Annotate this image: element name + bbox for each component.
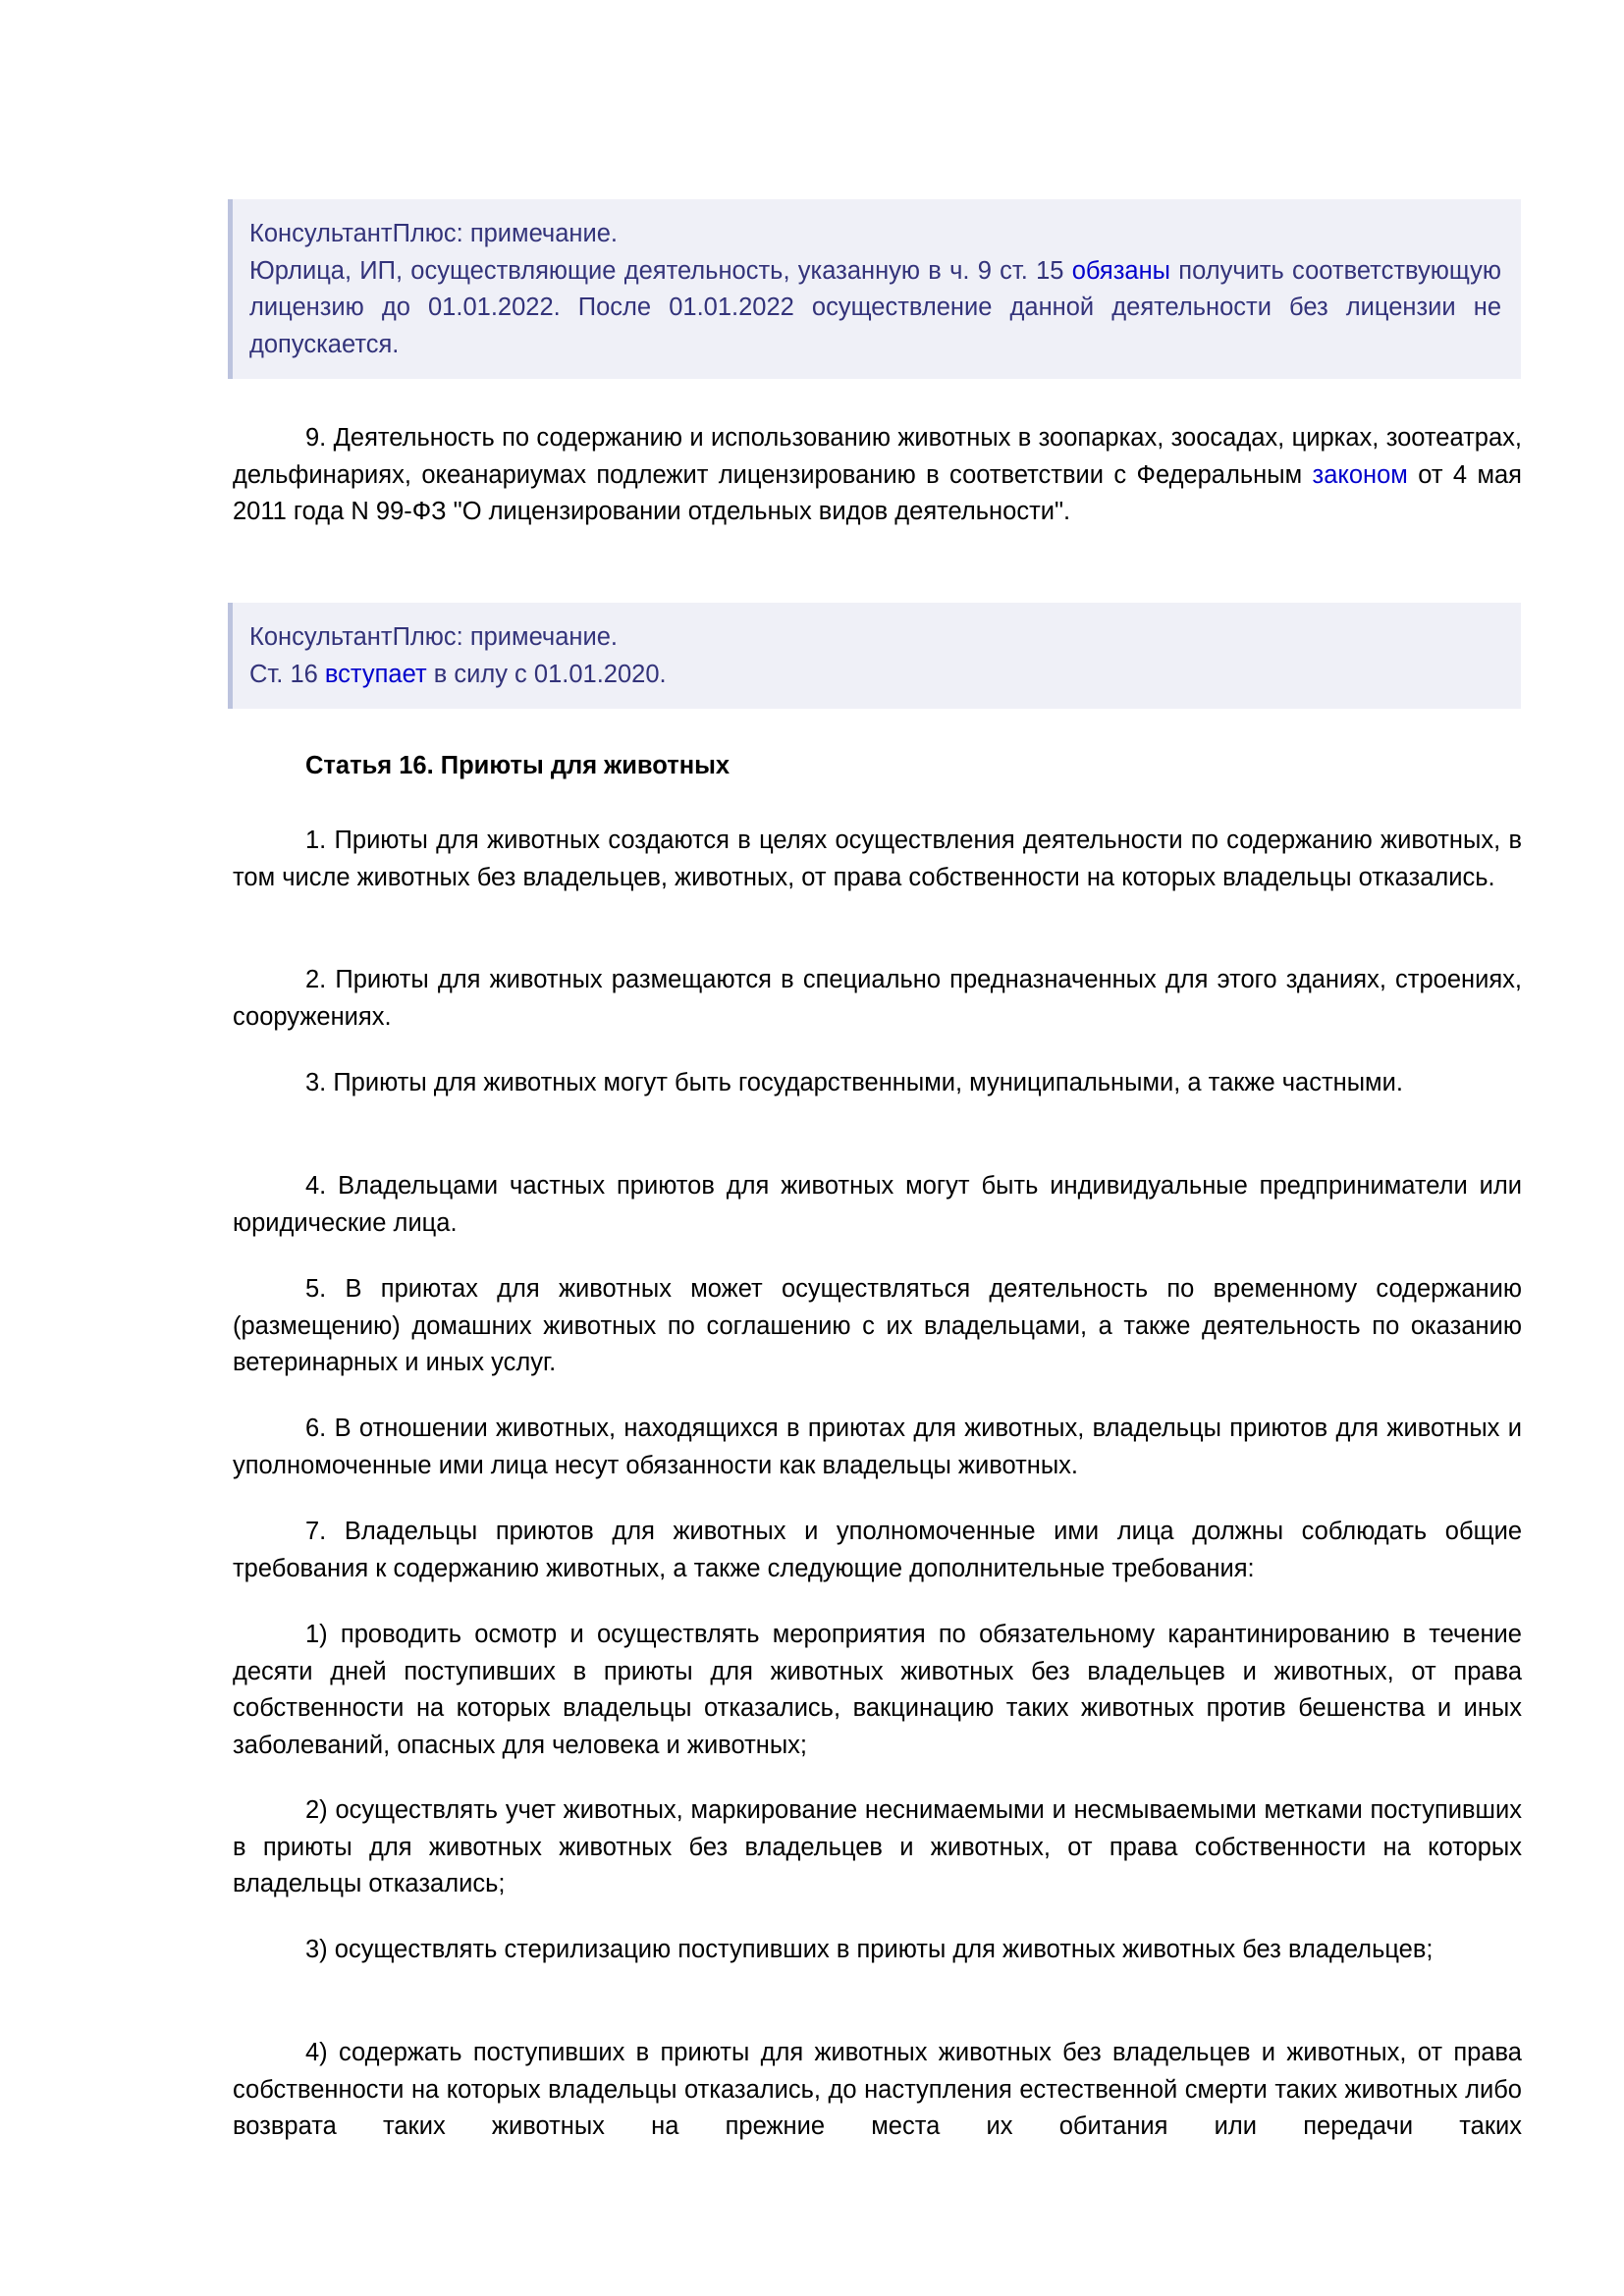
consultant-note-2 [228, 603, 1521, 709]
note-1-title: КонсультантПлюс: примечание. [249, 220, 618, 247]
article-paragraph-3: 3. Приюты для животных могут быть государственными, муниципальными, а также частными. [305, 1069, 1403, 1096]
note-2-link-vstupaet[interactable]: вступает [324, 660, 427, 688]
article-paragraph-5: 5. В приютах для животных может осуществляться деятельность по временному содержанию (размещению) домашних животных по соглашению с их владельцами, а также деятельность по оказанию ветеринарных и иных услуг. [233, 1275, 1522, 1376]
para-9-link-zakonom[interactable]: законом [1312, 460, 1408, 489]
para-9-text-before: 9. Деятельность по содержанию и использованию животных в зоопарках, зоосадах, цирках, зоотеатрах, дельфинариях, океанариумах подлежит лицензированию в соответствии с Федеральным [233, 424, 1522, 489]
requirement-item-3: 3) осуществлять стерилизацию поступивших в приюты для животных животных без владельцев; [305, 1936, 1434, 1963]
note-2-text-before: Ст. 16 [249, 660, 325, 688]
note-1-body [249, 253, 1501, 364]
requirement-item-1: 1) проводить осмотр и осуществлять мероприятия по обязательному карантинированию в течение десяти дней поступивших в приюты для животных животных без владельцев и животных, от права собственности на которых владельцы отказались, вакцинацию таких животных против бешенства и иных заболеваний, опасных для человека и животных; [233, 1621, 1522, 1759]
article-paragraph-7: 7. Владельцы приютов для животных и уполномоченные ими лица должны соблюдать общие требования к содержанию животных, а также следующие дополнительные требования: [233, 1518, 1522, 1582]
note-1-link-obyazany[interactable]: обязаны [1071, 256, 1171, 285]
consultant-note-1 [228, 199, 1521, 379]
article-paragraph-2: 2. Приюты для животных размещаются в специально предназначенных для этого зданиях, строениях, сооружениях. [233, 966, 1522, 1031]
article-16-heading: Статья 16. Приюты для животных [305, 752, 731, 779]
paragraph-9 [233, 420, 1522, 531]
article-paragraph-1: 1. Приюты для животных создаются в целях осуществления деятельности по содержанию животных, в том числе животных без владельцев, животных, от права собственности на которых владельцы отказались. [233, 827, 1522, 891]
requirement-item-2: 2) осуществлять учет животных, маркирование неснимаемыми и несмываемыми метками поступивших в приюты для животных животных без владельцев и животных, от права собственности на которых владельцы отказались; [233, 1796, 1522, 1897]
para-9-text-after: от 4 мая 2011 года N 99-ФЗ "О лицензировании отдельных видов деятельности". [233, 460, 1522, 525]
note-2-title: КонсультантПлюс: примечание. [249, 623, 618, 651]
note-2-text-after: в силу с 01.01.2020. [426, 660, 667, 688]
note-2-body [249, 657, 1501, 694]
note-1-text-after: получить соответствующую лицензию до 01.01.2022. После 01.01.2022 осуществление данной деятельности без лицензии не допускается. [249, 256, 1501, 358]
requirement-item-4: 4) содержать поступивших в приюты для животных животных без владельцев и животных, от права собственности на которых владельцы отказались, до наступления естественной смерти таких животных либо возврата таких животных на прежние места их обитания или передачи таких [233, 2039, 1522, 2140]
note-1-text-before: Юрлица, ИП, осуществляющие деятельность, указанную в ч. 9 ст. 15 [249, 256, 1072, 285]
article-paragraph-6: 6. В отношении животных, находящихся в приютах для животных, владельцы приютов для животных и уполномоченные ими лица несут обязанности как владельцы животных. [233, 1415, 1522, 1479]
article-paragraph-4: 4. Владельцами частных приютов для животных могут быть индивидуальные предприниматели или юридические лица. [233, 1172, 1522, 1237]
